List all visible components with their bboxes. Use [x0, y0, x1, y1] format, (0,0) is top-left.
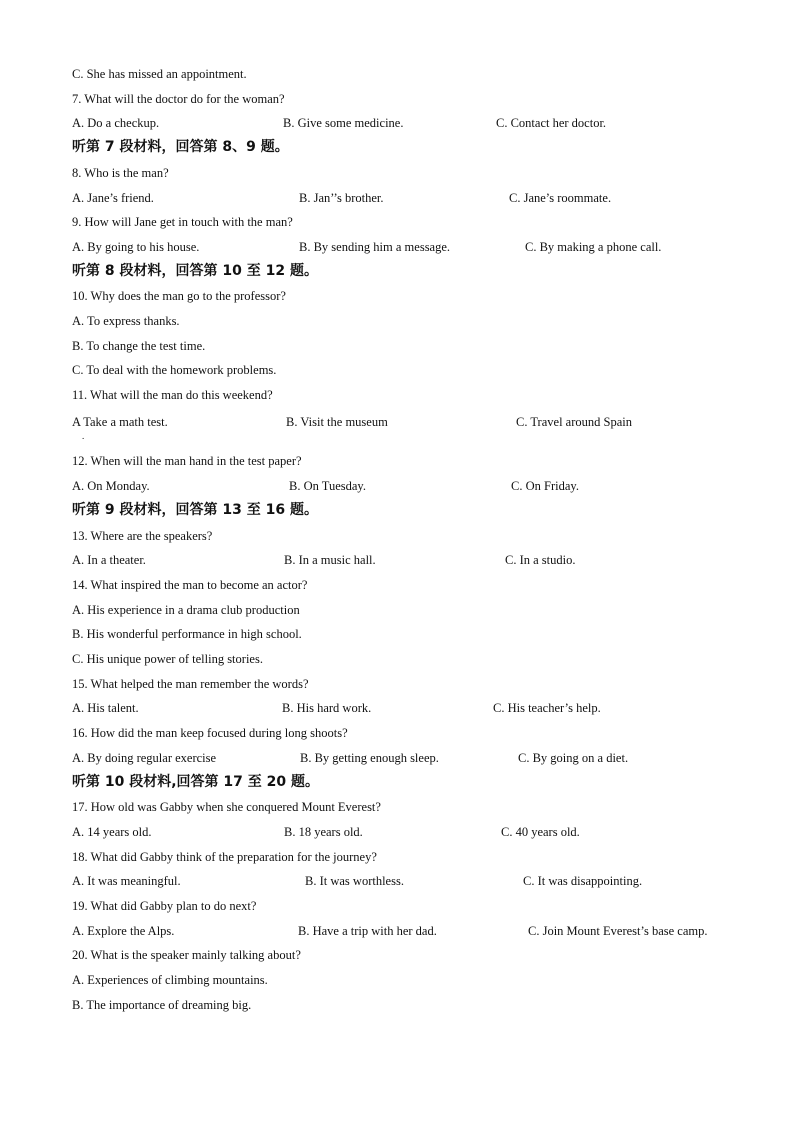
question-10: 10. Why does the man go to the professor? — [72, 289, 286, 303]
option-a: A. In a theater. — [72, 553, 146, 567]
option-a: A. 14 years old. — [72, 825, 152, 839]
option-b: B. By getting enough sleep. — [300, 751, 439, 765]
option-c: C. It was disappointing. — [523, 874, 643, 888]
option-a: A. By doing regular exercise — [72, 751, 217, 765]
question-8: 8. Who is the man? — [72, 166, 169, 180]
option-c: C. By going on a diet. — [518, 751, 629, 765]
section-heading-10: 听第 10 段材料,回答第 17 至 20 题。 — [72, 774, 320, 790]
option-a: A. By going to his house. — [72, 240, 200, 254]
option-b: B. By sending him a message. — [299, 240, 451, 254]
option-line: C. She has missed an appointment. — [72, 67, 247, 81]
option-a: A. His talent. — [72, 701, 139, 715]
option-b: B. To change the test time. — [72, 339, 206, 353]
option-b: B. His hard work. — [282, 701, 372, 715]
option-a: A. Jane’s friend. — [72, 191, 154, 205]
question-19: 19. What did Gabby plan to do next? — [72, 899, 257, 913]
stray-mark: . — [82, 431, 85, 441]
question-15: 15. What helped the man remember the words? — [72, 677, 309, 691]
option-b: B. 18 years old. — [284, 825, 363, 839]
question-20: 20. What is the speaker mainly talking about? — [72, 948, 301, 962]
section-heading-7: 听第 7 段材料，回答第 8、9 题。 — [72, 139, 289, 155]
section-heading-8: 听第 8 段材料，回答第 10 至 12 题。 — [72, 263, 318, 279]
option-b: B. The importance of dreaming big. — [72, 998, 252, 1012]
option-b: B. In a music hall. — [284, 553, 376, 567]
question-16: 16. How did the man keep focused during long shoots? — [72, 726, 348, 740]
option-b: B. Give some medicine. — [283, 116, 404, 130]
question-14: 14. What inspired the man to become an actor? — [72, 578, 308, 592]
option-a: A. To express thanks. — [72, 314, 180, 328]
option-c: C. His teacher’s help. — [493, 701, 601, 715]
option-c: C. Contact her doctor. — [496, 116, 607, 130]
option-a: A. On Monday. — [72, 479, 150, 493]
option-c: C. On Friday. — [511, 479, 579, 493]
option-a: A. Experiences of climbing mountains. — [72, 973, 268, 987]
question-18: 18. What did Gabby think of the preparation for the journey? — [72, 850, 377, 864]
question-17: 17. How old was Gabby when she conquered Mount Everest? — [72, 800, 381, 814]
option-c: C. In a studio. — [505, 553, 576, 567]
option-c: C. 40 years old. — [501, 825, 580, 839]
section-heading-9: 听第 9 段材料，回答第 13 至 16 题。 — [72, 502, 318, 518]
option-b: B. His wonderful performance in high school. — [72, 627, 302, 641]
option-c: C. To deal with the homework problems. — [72, 363, 277, 377]
option-c: C. Travel around Spain — [516, 415, 632, 429]
option-a: A. His experience in a drama club production — [72, 603, 300, 617]
option-b: B. Jan’’s brother. — [299, 191, 384, 205]
option-a: A. It was meaningful. — [72, 874, 181, 888]
option-a: A. Explore the Alps. — [72, 924, 175, 938]
question-9: 9. How will Jane get in touch with the man? — [72, 215, 293, 229]
option-b: B. It was worthless. — [305, 874, 404, 888]
question-11: 11. What will the man do this weekend? — [72, 388, 273, 402]
option-c: C. Join Mount Everest’s base camp. — [528, 924, 708, 938]
option-c: C. Jane’s roommate. — [509, 191, 612, 205]
option-a: A Take a math test. — [72, 415, 168, 429]
option-c: C. By making a phone call. — [525, 240, 662, 254]
option-a: A. Do a checkup. — [72, 116, 160, 130]
question-7: 7. What will the doctor do for the woman? — [72, 92, 285, 106]
option-b: B. Visit the museum — [286, 415, 388, 429]
option-c: C. His unique power of telling stories. — [72, 652, 263, 666]
option-b: B. Have a trip with her dad. — [298, 924, 437, 938]
question-12: 12. When will the man hand in the test paper? — [72, 454, 302, 468]
question-13: 13. Where are the speakers? — [72, 529, 213, 543]
option-b: B. On Tuesday. — [289, 479, 366, 493]
